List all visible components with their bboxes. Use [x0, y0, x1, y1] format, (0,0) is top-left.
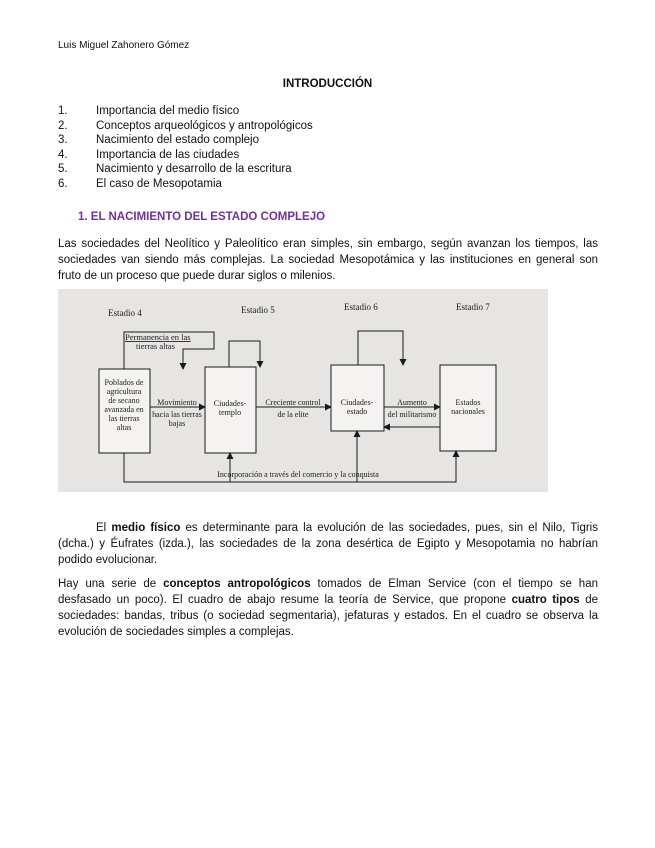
evolution-diagram	[58, 289, 548, 492]
toc-number: 6.	[58, 177, 68, 190]
stage-5-label: Estadio 5	[241, 305, 275, 315]
text: El	[96, 522, 112, 534]
box-estados-text: Estados	[455, 398, 481, 407]
page-title: INTRODUCCIÓN	[282, 78, 373, 90]
box3-loop-arrow	[358, 331, 403, 365]
box2-loop-arrow	[229, 341, 260, 367]
paragraph-conceptos	[58, 576, 598, 640]
text: tomados de Elman Service (con el tiempo se han desfasado un poco). El cuadro de abajo resume la teoría de Service, que propone	[58, 578, 598, 606]
box-poblados-text: Poblados de	[104, 378, 144, 387]
paragraph-intro: Las sociedades del Neolítico y Paleolítico eran simples, sin embargo, según avanzan los tiempos, las sociedades van siendo más complejas. La sociedad Mesopotámica y las instituciones en general son fruto de un proceso que puede durar siglos o milenios.	[58, 238, 598, 282]
toc-item	[58, 133, 313, 148]
box-ciudades-templo-text: Ciudades-	[213, 399, 247, 408]
box-poblados-text: avanzada en	[104, 405, 144, 414]
permanence-label: Permanencia en las	[125, 332, 191, 342]
stage-7-label: Estadio 7	[456, 302, 490, 312]
paragraph-medio-fisico	[58, 520, 598, 568]
militarism-label: Aumento	[397, 398, 427, 407]
stage-6-label: Estadio 6	[344, 302, 378, 312]
box-poblados-text: las tierras	[108, 414, 140, 423]
bold-term: cuatro tipos	[511, 594, 580, 606]
toc-item	[58, 177, 313, 192]
box-ciudades-estado-text: Ciudades-	[340, 398, 374, 407]
toc-label: Nacimiento del estado complejo	[96, 134, 260, 147]
box-ciudades-estado-text: estado	[346, 407, 368, 416]
incorporation-label: Incorporación a través del comercio y la conquista	[217, 470, 379, 479]
movement-label: Movimiento	[157, 398, 197, 407]
toc-item	[58, 104, 313, 119]
control-label: Creciente control	[265, 398, 321, 407]
toc-label: El caso de Mesopotamia	[96, 177, 222, 190]
box-poblados-text: altas	[116, 423, 132, 432]
stage-4-label: Estadio 4	[108, 308, 142, 318]
table-of-contents	[58, 104, 313, 192]
toc-item	[58, 119, 313, 134]
toc-label: Nacimiento y desarrollo de la escritura	[96, 163, 292, 176]
box-poblados-text: de secano	[108, 396, 140, 405]
toc-number: 1.	[58, 105, 68, 117]
toc-number: 4.	[58, 148, 68, 161]
bold-term: conceptos antropológicos	[163, 578, 311, 590]
box-ciudades-templo-text: templo	[218, 408, 242, 417]
text: de sociedades: bandas, tribus (o sociedad segmentaria), jefaturas y estados. En el cuadro se observa la evolución de sociedades simples a complejas.	[58, 594, 598, 638]
box-poblados-text: agricultura	[106, 387, 142, 396]
bold-term: medio físico	[111, 522, 181, 534]
toc-item	[58, 162, 313, 177]
militarism-label: del militarismo	[387, 410, 437, 419]
box-estados-text: nacionales	[451, 407, 485, 416]
text: es determinante para la evolución de las sociedades, pues, sin el Nilo, Tigris (dcha.) y Éufrates (izda.), las sociedades de la zona desértica de Egipto y Mesopotamia no habrían podido evolucionar.	[58, 522, 598, 566]
toc-item	[58, 148, 313, 163]
toc-number: 3.	[58, 134, 68, 147]
movement-label: bajas	[168, 419, 186, 428]
control-label: de la elite	[277, 410, 309, 419]
author-header: Luis Miguel Zahonero Gómez	[58, 40, 190, 51]
toc-label: Importancia del medio físico	[96, 105, 240, 117]
movement-label: hacia las tierras	[152, 410, 202, 419]
permanence-label-2: tierras altas	[136, 341, 175, 351]
text: Hay una serie de	[58, 578, 164, 590]
toc-number: 2.	[58, 119, 68, 132]
toc-label: Conceptos arqueológicos y antropológicos	[96, 119, 313, 132]
section-heading: 1. EL NACIMIENTO DEL ESTADO COMPLEJO	[78, 211, 326, 223]
toc-number: 5.	[58, 163, 68, 176]
toc-label: Importancia de las ciudades	[96, 148, 240, 161]
